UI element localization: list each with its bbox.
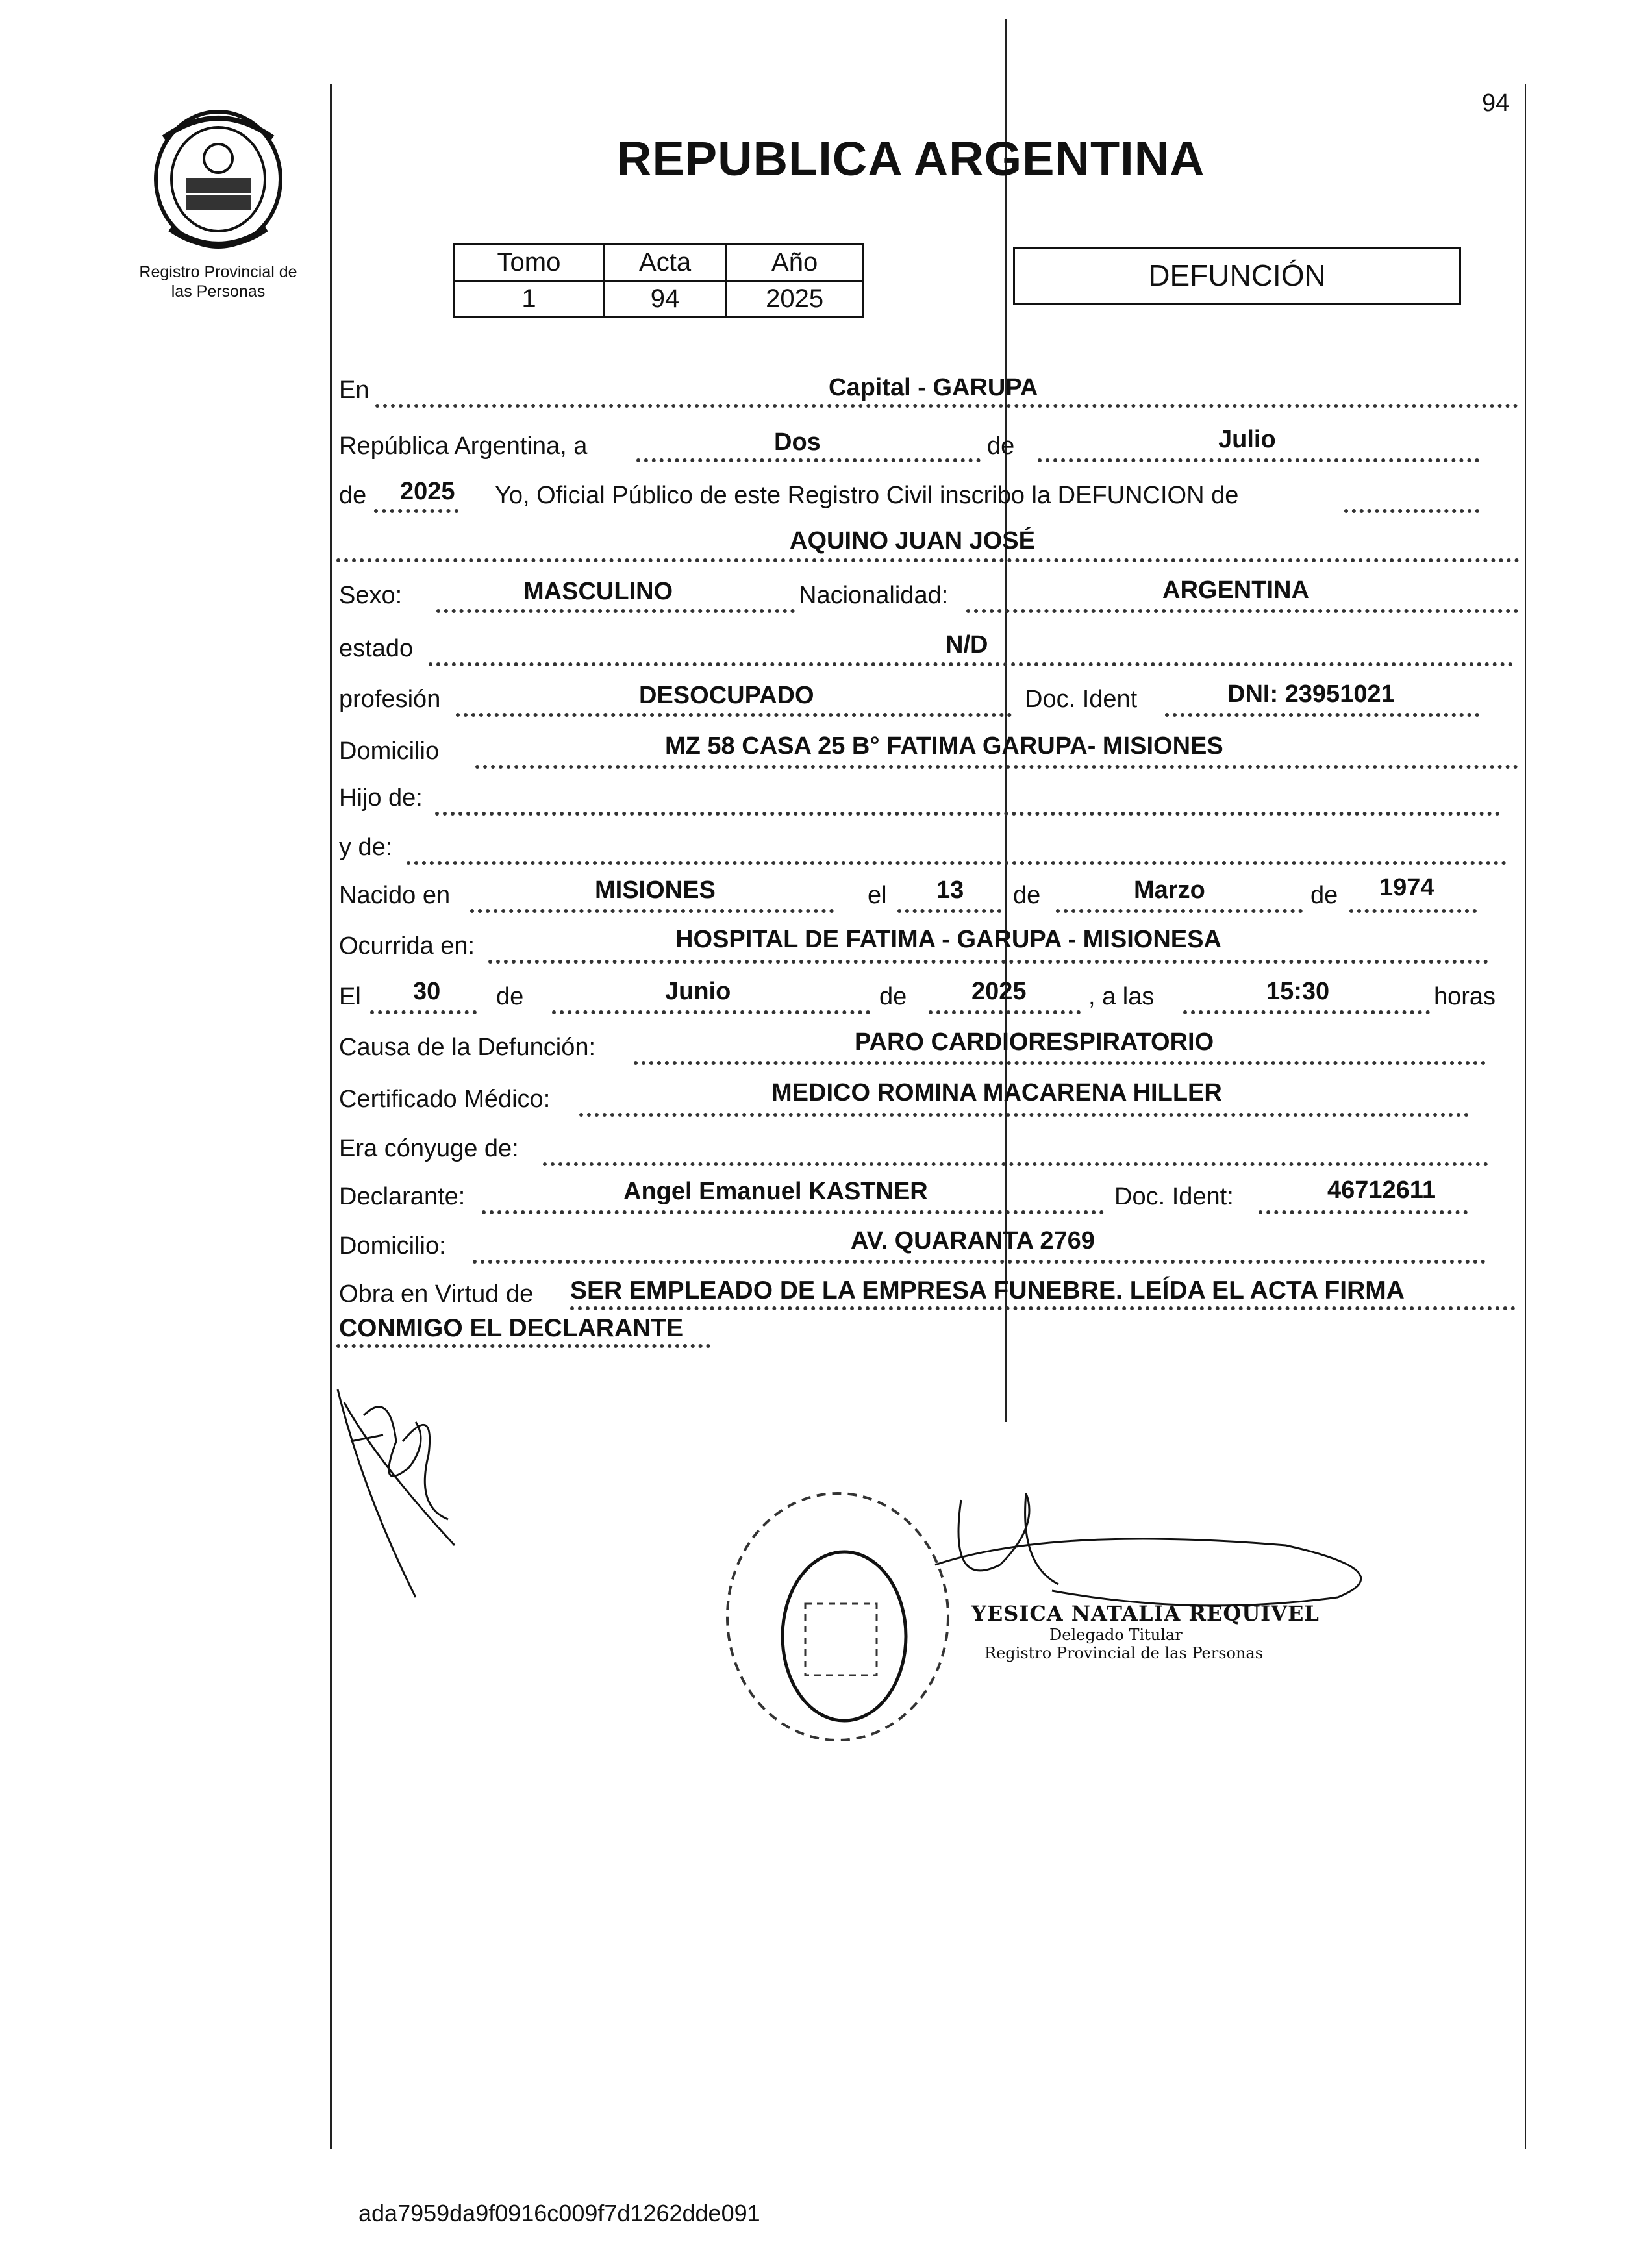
table-header-acta: Acta bbox=[603, 244, 726, 281]
domicilio2-value: AV. QUARANTA 2769 bbox=[851, 1227, 1095, 1254]
death-year-value: 2025 bbox=[971, 978, 1027, 1005]
nacido-label: Nacido en bbox=[339, 882, 451, 909]
sexo-label: Sexo: bbox=[339, 582, 403, 609]
dotted-line bbox=[1038, 458, 1479, 462]
deceased-name-value: AQUINO JUAN JOSÉ bbox=[790, 527, 1035, 555]
yde-label: y de: bbox=[339, 834, 393, 861]
decl-doc-value: 46712611 bbox=[1327, 1177, 1436, 1204]
death-month-value: Junio bbox=[665, 978, 731, 1005]
dotted-line bbox=[336, 558, 1520, 562]
estado-label: estado bbox=[339, 635, 414, 662]
de-label: de bbox=[339, 482, 367, 509]
ocurrida-label: Ocurrida en: bbox=[339, 932, 475, 960]
birth-year-value: 1974 bbox=[1379, 874, 1434, 901]
misiones-seal-icon bbox=[144, 105, 292, 253]
doc-ident-label: Doc. Ident bbox=[1025, 686, 1138, 713]
horas-label: horas bbox=[1434, 983, 1496, 1010]
alas-label: , a las bbox=[1088, 983, 1155, 1010]
table-cell-ano: 2025 bbox=[727, 281, 863, 317]
dotted-line bbox=[435, 812, 1500, 816]
de-label: de bbox=[1013, 882, 1041, 909]
day-words-value: Dos bbox=[774, 429, 821, 456]
profesion-label: profesión bbox=[339, 686, 441, 713]
dotted-line bbox=[552, 1010, 870, 1014]
dotted-line bbox=[1056, 909, 1303, 913]
dotted-line bbox=[456, 713, 1012, 717]
hijo-label: Hijo de: bbox=[339, 784, 423, 812]
declarant-signature-icon bbox=[325, 1364, 520, 1610]
official-role: Delegado Titular bbox=[1049, 1626, 1183, 1644]
decl-doc-label: Doc. Ident: bbox=[1114, 1183, 1234, 1210]
document-hash: ada7959da9f0916c009f7d1262dde091 bbox=[358, 2200, 760, 2226]
el-label: El bbox=[339, 983, 361, 1010]
conyuge-label: Era cónyuge de: bbox=[339, 1135, 519, 1162]
table-cell-acta: 94 bbox=[603, 281, 726, 317]
dotted-line bbox=[634, 1061, 1486, 1065]
de-label: de bbox=[1310, 882, 1338, 909]
sexo-value: MASCULINO bbox=[523, 578, 673, 605]
declarante-value: Angel Emanuel KASTNER bbox=[623, 1178, 928, 1205]
declarante-label: Declarante: bbox=[339, 1183, 466, 1210]
dotted-line bbox=[370, 1010, 477, 1014]
death-time-value: 15:30 bbox=[1266, 978, 1330, 1005]
dotted-line bbox=[407, 861, 1507, 865]
obra-value-line2: CONMIGO EL DECLARANTE bbox=[339, 1314, 684, 1342]
nacido-en-value: MISIONES bbox=[595, 877, 716, 904]
place-value: Capital - GARUPA bbox=[829, 374, 1038, 401]
estado-value: N/D bbox=[945, 631, 988, 658]
dotted-line bbox=[436, 609, 795, 613]
certificado-value: MEDICO ROMINA MACARENA HILLER bbox=[771, 1079, 1222, 1106]
page-title: REPUBLICA ARGENTINA bbox=[617, 132, 1205, 186]
official-office: Registro Provincial de las Personas bbox=[984, 1644, 1264, 1662]
ocurrida-en-value: HOSPITAL DE FATIMA - GARUPA - MISIONESA bbox=[675, 926, 1221, 953]
dotted-line bbox=[470, 909, 834, 913]
dotted-line bbox=[543, 1162, 1488, 1166]
doc-ident-value: DNI: 23951021 bbox=[1227, 680, 1395, 708]
nacionalidad-value: ARGENTINA bbox=[1162, 577, 1309, 604]
causa-label: Causa de la Defunción: bbox=[339, 1034, 596, 1061]
registry-caption bbox=[110, 262, 326, 301]
right-margin-line bbox=[1525, 84, 1526, 2149]
table-cell-tomo: 1 bbox=[455, 281, 604, 317]
birth-month-value: Marzo bbox=[1134, 877, 1205, 904]
dotted-line bbox=[374, 509, 458, 513]
record-table-header-row bbox=[455, 244, 863, 281]
dotted-line bbox=[1183, 1010, 1430, 1014]
dotted-line bbox=[1165, 713, 1479, 717]
dotted-line bbox=[482, 1210, 1104, 1214]
record-table-value-row bbox=[455, 281, 863, 317]
domicilio-value: MZ 58 CASA 25 B° FATIMA GARUPA- MISIONES bbox=[665, 732, 1223, 760]
de-label: de bbox=[496, 983, 524, 1010]
provincial-seal bbox=[144, 105, 292, 253]
table-header-tomo: Tomo bbox=[455, 244, 604, 281]
month-value: Julio bbox=[1218, 426, 1276, 453]
dotted-line bbox=[636, 458, 981, 462]
official-name-stamp bbox=[971, 1601, 1320, 1662]
nacionalidad-label: Nacionalidad: bbox=[799, 582, 949, 609]
profesion-value: DESOCUPADO bbox=[639, 682, 814, 709]
page-number: 94 bbox=[1482, 90, 1510, 117]
dotted-line bbox=[475, 765, 1518, 769]
domicilio-label: Domicilio bbox=[339, 738, 440, 765]
dotted-line bbox=[488, 960, 1488, 964]
official-name: YESICA NATALIA REQUIVEL bbox=[971, 1601, 1320, 1626]
dotted-line bbox=[579, 1113, 1469, 1117]
de-label: de bbox=[987, 432, 1015, 460]
dotted-line bbox=[929, 1010, 1081, 1014]
table-header-ano: Año bbox=[727, 244, 863, 281]
dotted-line bbox=[1259, 1210, 1468, 1214]
domicilio2-label: Domicilio: bbox=[339, 1232, 446, 1260]
oficial-text: Yo, Oficial Público de este Registro Civil inscribo la DEFUNCION de bbox=[495, 482, 1239, 509]
de-label: de bbox=[879, 983, 907, 1010]
obra-label: Obra en Virtud de bbox=[339, 1280, 534, 1308]
left-margin-line bbox=[330, 84, 332, 2149]
dotted-line bbox=[429, 662, 1513, 666]
dotted-line bbox=[966, 609, 1518, 613]
death-day-value: 30 bbox=[413, 978, 441, 1005]
causa-value: PARO CARDIORESPIRATORIO bbox=[855, 1028, 1214, 1056]
declarant-signature bbox=[325, 1364, 520, 1610]
registry-caption-line2: las Personas bbox=[171, 282, 266, 301]
dotted-line bbox=[1349, 909, 1477, 913]
dotted-line bbox=[570, 1306, 1516, 1310]
certificado-label: Certificado Médico: bbox=[339, 1086, 551, 1113]
registry-caption-line1: Registro Provincial de bbox=[139, 263, 297, 281]
dotted-line bbox=[897, 909, 1001, 913]
record-table bbox=[453, 243, 864, 318]
document-type-box: DEFUNCIÓN bbox=[1013, 247, 1461, 305]
dotted-line bbox=[375, 404, 1518, 408]
birth-day-value: 13 bbox=[936, 877, 964, 904]
dotted-line bbox=[473, 1260, 1486, 1264]
year-value: 2025 bbox=[400, 478, 455, 505]
dotted-line bbox=[336, 1344, 710, 1348]
el-label: el bbox=[868, 882, 887, 909]
en-label: En bbox=[339, 377, 369, 404]
obra-value-line1: SER EMPLEADO DE LA EMPRESA FUNEBRE. LEÍDA EL ACTA FIRMA bbox=[570, 1277, 1405, 1304]
republica-label: República Argentina, a bbox=[339, 432, 588, 460]
dotted-line bbox=[1344, 509, 1479, 513]
